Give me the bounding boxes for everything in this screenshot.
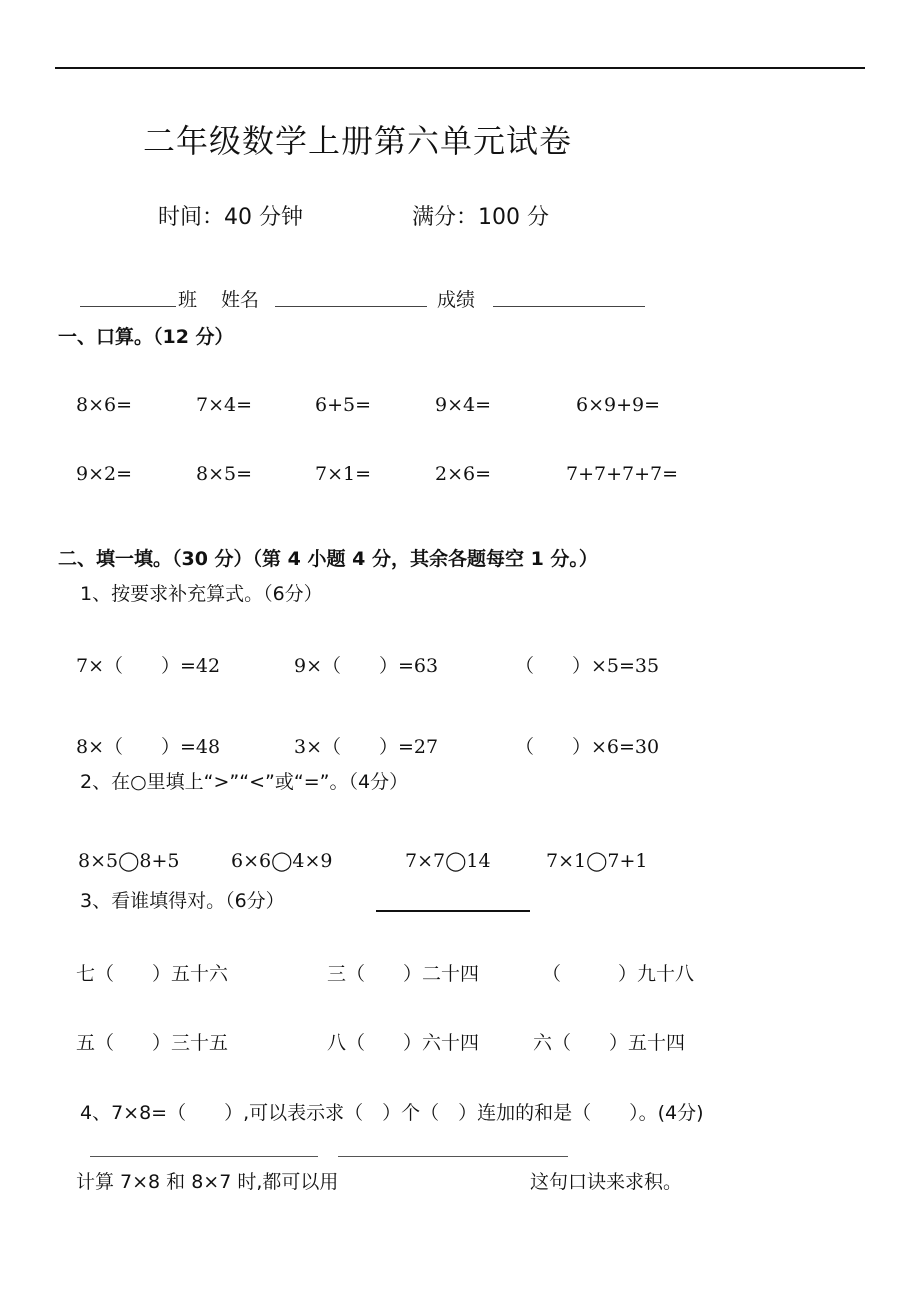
oral-calc-item: 7+7+7+7= — [566, 463, 679, 485]
q4-rhyme-left: 计算 7×8 和 8×7 时,都可以用 — [76, 1171, 339, 1193]
time-limit: 时间：40 分钟 — [158, 205, 303, 230]
class-label: 班 — [178, 289, 198, 311]
oral-calc-item: 2×6= — [435, 463, 492, 485]
multiplication-rhyme-blank: 六（ ）五十四 — [533, 1032, 686, 1054]
full-score: 满分：100 分 — [412, 205, 549, 230]
class-blank[interactable] — [80, 306, 176, 307]
compare-item: 6×6◯4×9 — [231, 850, 333, 872]
oral-calc-item: 7×1= — [315, 463, 372, 485]
q4-answer-line-1 — [90, 1156, 318, 1157]
oral-calc-item: 6×9+9= — [576, 394, 661, 416]
oral-calc-item: 9×2= — [76, 463, 133, 485]
compare-item: 7×7◯14 — [405, 850, 491, 872]
multiplication-rhyme-blank: 八（ ）六十四 — [327, 1032, 480, 1054]
multiplication-rhyme-blank: （ ）九十八 — [542, 963, 695, 985]
section2-heading: 二、填一填。（30 分）（第 4 小题 4 分，其余各题每空 1 分。） — [58, 548, 598, 570]
oral-calc-item: 7×4= — [196, 394, 253, 416]
q4-answer-line-2 — [338, 1156, 568, 1157]
multiplication-rhyme-blank: 七（ ）五十六 — [76, 963, 229, 985]
compare-item: 8×5◯8+5 — [78, 850, 180, 872]
name-blank[interactable] — [275, 306, 427, 307]
top-rule — [55, 67, 865, 69]
fill-equation: 7×（ ）=42 — [76, 655, 221, 677]
section1-heading: 一、口算。（12 分） — [58, 326, 234, 348]
q4-rhyme-right: 这句口诀来求积。 — [530, 1171, 683, 1193]
page-title: 二年级数学上册第六单元试卷 — [143, 122, 573, 160]
q4-question: 4、7×8=（ ）,可以表示求（ ）个（ ）连加的和是（ ）。(4分) — [80, 1102, 704, 1124]
multiplication-rhyme-blank: 三（ ）二十四 — [327, 963, 480, 985]
answer-line — [376, 910, 530, 912]
name-label: 姓名 — [221, 289, 260, 311]
q3-title: 3、看谁填得对。（6分） — [80, 890, 285, 912]
oral-calc-item: 9×4= — [435, 394, 492, 416]
multiplication-rhyme-blank: 五（ ）三十五 — [76, 1032, 229, 1054]
grade-blank[interactable] — [493, 306, 645, 307]
fill-equation: （ ）×5=35 — [515, 655, 660, 677]
oral-calc-item: 8×5= — [196, 463, 253, 485]
fill-equation: 3×（ ）=27 — [294, 736, 439, 758]
oral-calc-item: 8×6= — [76, 394, 133, 416]
q2-title: 2、在○里填上“>”“<”或“=”。（4分） — [80, 771, 409, 793]
oral-calc-item: 6+5= — [315, 394, 372, 416]
q1-title: 1、按要求补充算式。（6分） — [80, 583, 323, 605]
compare-item: 7×1◯7+1 — [546, 850, 648, 872]
fill-equation: （ ）×6=30 — [515, 736, 660, 758]
fill-equation: 9×（ ）=63 — [294, 655, 439, 677]
grade-label: 成绩 — [437, 289, 476, 311]
fill-equation: 8×（ ）=48 — [76, 736, 221, 758]
